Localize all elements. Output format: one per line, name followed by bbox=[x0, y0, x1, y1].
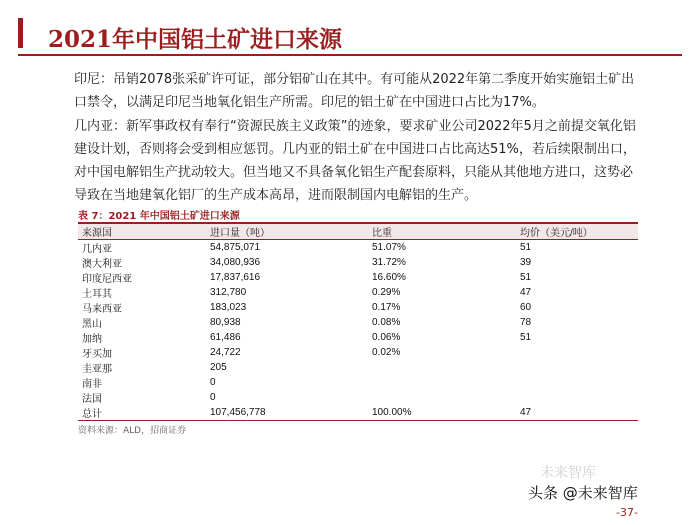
cell-volume: 80,938 bbox=[210, 317, 241, 328]
cell-country: 澳大利亚 bbox=[82, 259, 122, 270]
table-row bbox=[78, 315, 638, 330]
cell-country: 印度尼西亚 bbox=[82, 274, 132, 285]
table-row bbox=[78, 375, 638, 390]
cell-price: 51 bbox=[520, 272, 532, 283]
table-row bbox=[78, 405, 638, 421]
cell-price: 51 bbox=[520, 332, 532, 343]
cell-share: 0.08% bbox=[372, 317, 401, 328]
title-bar bbox=[18, 8, 682, 56]
cell-price: 47 bbox=[520, 407, 532, 418]
table-header-row bbox=[78, 223, 638, 240]
table-row bbox=[78, 345, 638, 360]
cell-price: 51 bbox=[520, 242, 532, 253]
cell-country: 加纳 bbox=[82, 334, 102, 345]
table-row bbox=[78, 255, 638, 270]
cell-price bbox=[516, 345, 638, 360]
cell-share: 51.07% bbox=[372, 242, 406, 253]
table-caption: 表 7：2021 年中国铝土矿进口来源 bbox=[78, 211, 240, 222]
cell-price: 47 bbox=[520, 287, 532, 298]
cell-volume: 34,080,936 bbox=[210, 257, 261, 268]
cell-price bbox=[516, 390, 638, 405]
table-row bbox=[78, 360, 638, 375]
cell-volume: 54,875,071 bbox=[210, 242, 261, 253]
cell-volume: 107,456,778 bbox=[210, 407, 266, 418]
cell-volume: 24,722 bbox=[210, 347, 241, 358]
cell-country: 土耳其 bbox=[82, 289, 112, 300]
paragraph-indonesia: 印尼：吊销2078张采矿许可证，部分铝矿山在其中。有可能从2022年第二季度开始实施铝土矿出口禁令，以满足印尼当地氧化铝生产所需。印尼的铝土矿在中国进口占比为17%。 bbox=[74, 72, 635, 110]
table-source: 资料来源：ALD，招商证券 bbox=[78, 426, 187, 436]
cell-country: 总计 bbox=[82, 409, 102, 420]
header-volume: 进口量（吨） bbox=[210, 228, 270, 239]
cell-share: 31.72% bbox=[372, 257, 406, 268]
header-country: 来源国 bbox=[82, 228, 112, 239]
cell-country: 牙买加 bbox=[82, 349, 112, 360]
cell-price: 39 bbox=[520, 257, 532, 268]
header-price: 均价（美元/吨） bbox=[520, 228, 593, 239]
cell-country: 法国 bbox=[82, 394, 102, 405]
cell-share: 0.06% bbox=[372, 332, 401, 343]
table-row bbox=[78, 300, 638, 315]
paragraph-guinea: 几内亚：新军事政权有奉行“资源民族主义政策”的迹象，要求矿业公司2022年5月之前提交氧化铝建设计划，否则将会受到相应惩罚。几内亚的铝土矿在中国进口占比高达51%，若后续限制出口，对中国电解铝生产扰动较大。但当地又不具备氧化铝生产配套原料，只能从其他地方进口，这势必导致在当地建氧化铝厂的生产成本高昂，进而限制国内电解铝的生产。 bbox=[74, 119, 636, 203]
cell-volume: 205 bbox=[210, 362, 227, 373]
brand-label: 头条 @未来智库 bbox=[528, 484, 638, 502]
cell-country: 南非 bbox=[82, 379, 102, 390]
cell-share: 16.60% bbox=[372, 272, 406, 283]
cell-volume: 0 bbox=[210, 377, 216, 388]
cell-country: 圭亚那 bbox=[82, 364, 112, 375]
cell-share bbox=[368, 360, 516, 375]
cell-share: 100.00% bbox=[372, 407, 412, 418]
cell-share bbox=[368, 375, 516, 390]
cell-share: 0.17% bbox=[372, 302, 401, 313]
cell-volume: 0 bbox=[210, 392, 216, 403]
cell-price: 78 bbox=[520, 317, 532, 328]
page-number: -37- bbox=[616, 506, 638, 519]
cell-country: 马来西亚 bbox=[82, 304, 122, 315]
title-accent-bar bbox=[18, 18, 23, 48]
cell-share bbox=[368, 390, 516, 405]
cell-country: 黑山 bbox=[82, 319, 102, 330]
cell-price: 60 bbox=[520, 302, 532, 313]
page-title: 2021年中国铝土矿进口来源 bbox=[48, 26, 343, 53]
cell-share: 0.29% bbox=[372, 287, 401, 298]
cell-country: 几内亚 bbox=[82, 244, 112, 255]
cell-share: 0.02% bbox=[372, 347, 401, 358]
table-row bbox=[78, 270, 638, 285]
watermark: 未来智库 bbox=[540, 465, 596, 481]
cell-price bbox=[516, 375, 638, 390]
table-row bbox=[78, 240, 638, 256]
cell-price bbox=[516, 360, 638, 375]
cell-volume: 183,023 bbox=[210, 302, 247, 313]
import-sources-table bbox=[78, 222, 638, 421]
import-table-section bbox=[78, 207, 638, 436]
cell-volume: 17,837,616 bbox=[210, 272, 261, 283]
table-row bbox=[78, 390, 638, 405]
cell-volume: 312,780 bbox=[210, 287, 247, 298]
cell-volume: 61,486 bbox=[210, 332, 241, 343]
table-row bbox=[78, 285, 638, 300]
table-row bbox=[78, 330, 638, 345]
header-share: 比重 bbox=[372, 228, 392, 239]
